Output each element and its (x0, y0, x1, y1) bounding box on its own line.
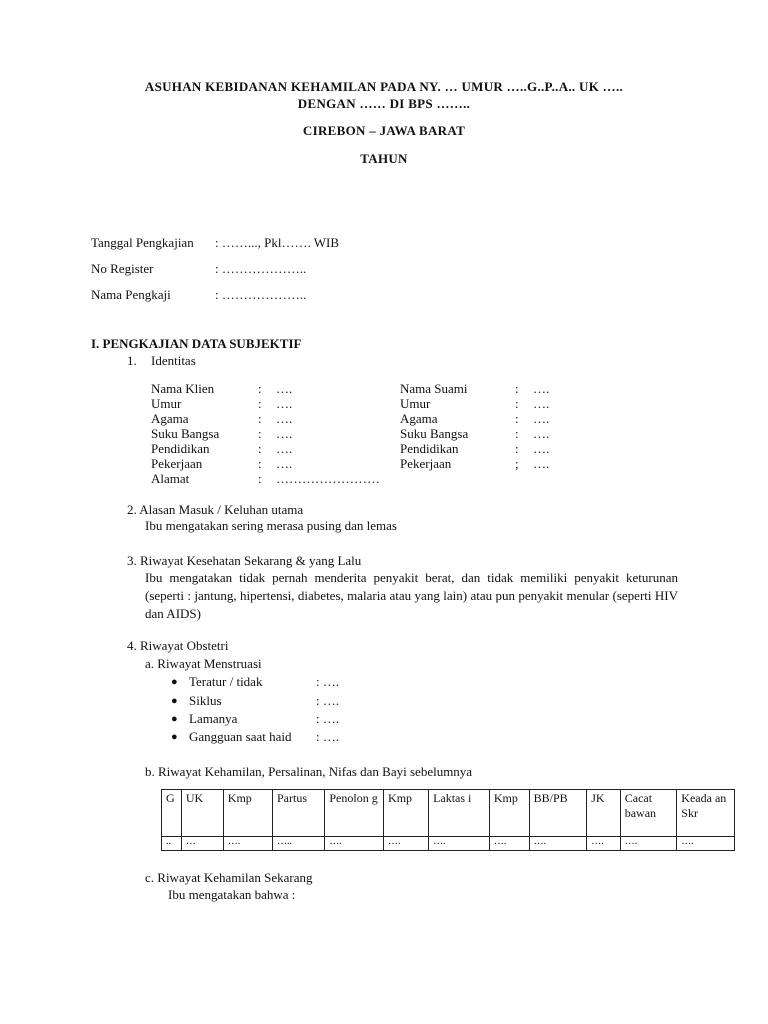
table-header-cell: Laktas i (429, 790, 490, 837)
table-header-cell: Keada an Skr (677, 790, 735, 837)
identitas-colon: : (515, 426, 519, 441)
identitas-label: Agama (151, 411, 189, 426)
identitas-label: Umur (151, 396, 182, 411)
identitas-colon: : (515, 381, 519, 396)
document-title-line2: DENGAN …… DI BPS …….. (297, 96, 471, 111)
bullet-icon: ● (171, 731, 178, 743)
subitem-title-kehamilan-sebelumnya: b. Riwayat Kehamilan, Persalinan, Nifas dan Bayi sebelumnya (145, 764, 473, 779)
identitas-colon: : (515, 441, 519, 456)
obstetric-history-table (161, 789, 735, 851)
item-title-riwayat-kesehatan: 3. Riwayat Kesehatan Sekarang & yang Lalu (127, 553, 362, 568)
section-title: I. PENGKAJIAN DATA SUBJEKTIF (91, 336, 302, 351)
table-cell: …. (529, 837, 587, 851)
meta-register-value: : ……………….. (215, 261, 307, 276)
table-cell: …. (429, 837, 490, 851)
document-title-line1: ASUHAN KEBIDANAN KEHAMILAN PADA NY. … UMUR …..G..P..A.. UK ….. (144, 79, 624, 94)
identitas-value: …. (533, 441, 550, 456)
identitas-colon: : (258, 456, 262, 471)
table-cell: ….. (273, 837, 325, 851)
subitem-body-kehamilan-sekarang: Ibu mengatakan bahwa : (168, 887, 296, 902)
table-cell: …. (384, 837, 429, 851)
identitas-value: …. (276, 426, 293, 441)
identitas-label: Pendidikan (400, 441, 459, 456)
identitas-colon: : (515, 411, 519, 426)
meta-register-label: No Register (91, 261, 154, 276)
identitas-label: Agama (400, 411, 438, 426)
identitas-value: …. (533, 396, 550, 411)
document-title-year: TAHUN (360, 151, 408, 166)
table-cell: …. (325, 837, 384, 851)
table-cell: .. (162, 837, 182, 851)
item-title-identitas: Identitas (151, 353, 196, 368)
identitas-label: Pekerjaan (400, 456, 452, 471)
table-row (162, 837, 735, 851)
menstruasi-label: Lamanya (189, 711, 238, 726)
item-number: 1. (127, 353, 137, 368)
identitas-colon: : (258, 411, 262, 426)
identitas-value: …. (276, 381, 293, 396)
table-cell: … (181, 837, 223, 851)
table-header-cell: Partus (273, 790, 325, 837)
identitas-value: …. (276, 441, 293, 456)
identitas-colon: : (258, 381, 262, 396)
item-title-keluhan: 2. Alasan Masuk / Keluhan utama (127, 502, 304, 517)
meta-tanggal-value: : ……..., Pkl……. WIB (215, 235, 339, 250)
table-cell: …. (587, 837, 621, 851)
identitas-value: …. (533, 411, 550, 426)
table-cell: …. (677, 837, 735, 851)
item-body-riwayat-kesehatan: Ibu mengatakan tidak pernah menderita penyakit berat, dan tidak memiliki penyakit keturunan (seperti : jantung, hipertensi, diabetes, malaria atau yang lain) atau pun penyakit menular (seperti HIV dan AIDS) (145, 570, 678, 621)
bullet-icon: ● (171, 713, 178, 725)
subitem-title-kehamilan-sekarang: c. Riwayat Kehamilan Sekarang (145, 870, 313, 885)
identitas-colon: : (515, 396, 519, 411)
identitas-value: …………………… (276, 471, 380, 486)
table-cell: …. (223, 837, 272, 851)
table-header-cell: Kmp (489, 790, 529, 837)
identitas-colon: : (258, 471, 262, 486)
table-header-cell: UK (181, 790, 223, 837)
identitas-value: …. (533, 456, 550, 471)
item-title-obstetri: 4. Riwayat Obstetri (127, 638, 229, 653)
table-header-row (162, 790, 735, 837)
identitas-value: …. (533, 426, 550, 441)
table-header-cell: Penolon g (325, 790, 384, 837)
meta-pengkaji-value: : ……………….. (215, 287, 307, 302)
identitas-colon: : (258, 426, 262, 441)
identitas-label: Alamat (151, 471, 190, 486)
table-header-cell: Kmp (384, 790, 429, 837)
table-header-cell: BB/PB (529, 790, 587, 837)
menstruasi-value: : …. (316, 729, 340, 744)
identitas-value: …. (276, 411, 293, 426)
table-header-cell: Cacat bawan (620, 790, 677, 837)
table-cell: …. (620, 837, 677, 851)
menstruasi-value: : …. (316, 693, 340, 708)
identitas-label: Pendidikan (151, 441, 210, 456)
identitas-colon: ; (515, 456, 519, 471)
identitas-colon: : (258, 396, 262, 411)
identitas-label: Suku Bangsa (400, 426, 469, 441)
bullet-icon: ● (171, 676, 178, 688)
meta-pengkaji-label: Nama Pengkaji (91, 287, 171, 302)
identitas-label: Umur (400, 396, 431, 411)
menstruasi-value: : …. (316, 674, 340, 689)
table-header-cell: Kmp (223, 790, 272, 837)
identitas-label: Nama Suami (400, 381, 468, 396)
subitem-title-menstruasi: a. Riwayat Menstruasi (145, 656, 262, 671)
identitas-value: …. (276, 396, 293, 411)
table-header-cell: G (162, 790, 182, 837)
menstruasi-label: Siklus (189, 693, 222, 708)
meta-tanggal-label: Tanggal Pengkajian (91, 235, 194, 250)
document-title-location: CIREBON – JAWA BARAT (302, 123, 466, 138)
identitas-label: Suku Bangsa (151, 426, 220, 441)
menstruasi-label: Teratur / tidak (189, 674, 263, 689)
table-cell: …. (489, 837, 529, 851)
item-body-keluhan: Ibu mengatakan sering merasa pusing dan lemas (145, 518, 397, 533)
identitas-label: Nama Klien (151, 381, 215, 396)
identitas-label: Pekerjaan (151, 456, 203, 471)
bullet-icon: ● (171, 695, 178, 707)
identitas-value: …. (533, 381, 550, 396)
menstruasi-value: : …. (316, 711, 340, 726)
menstruasi-label: Gangguan saat haid (189, 729, 292, 744)
table-header-cell: JK (587, 790, 621, 837)
identitas-value: …. (276, 456, 293, 471)
identitas-colon: : (258, 441, 262, 456)
